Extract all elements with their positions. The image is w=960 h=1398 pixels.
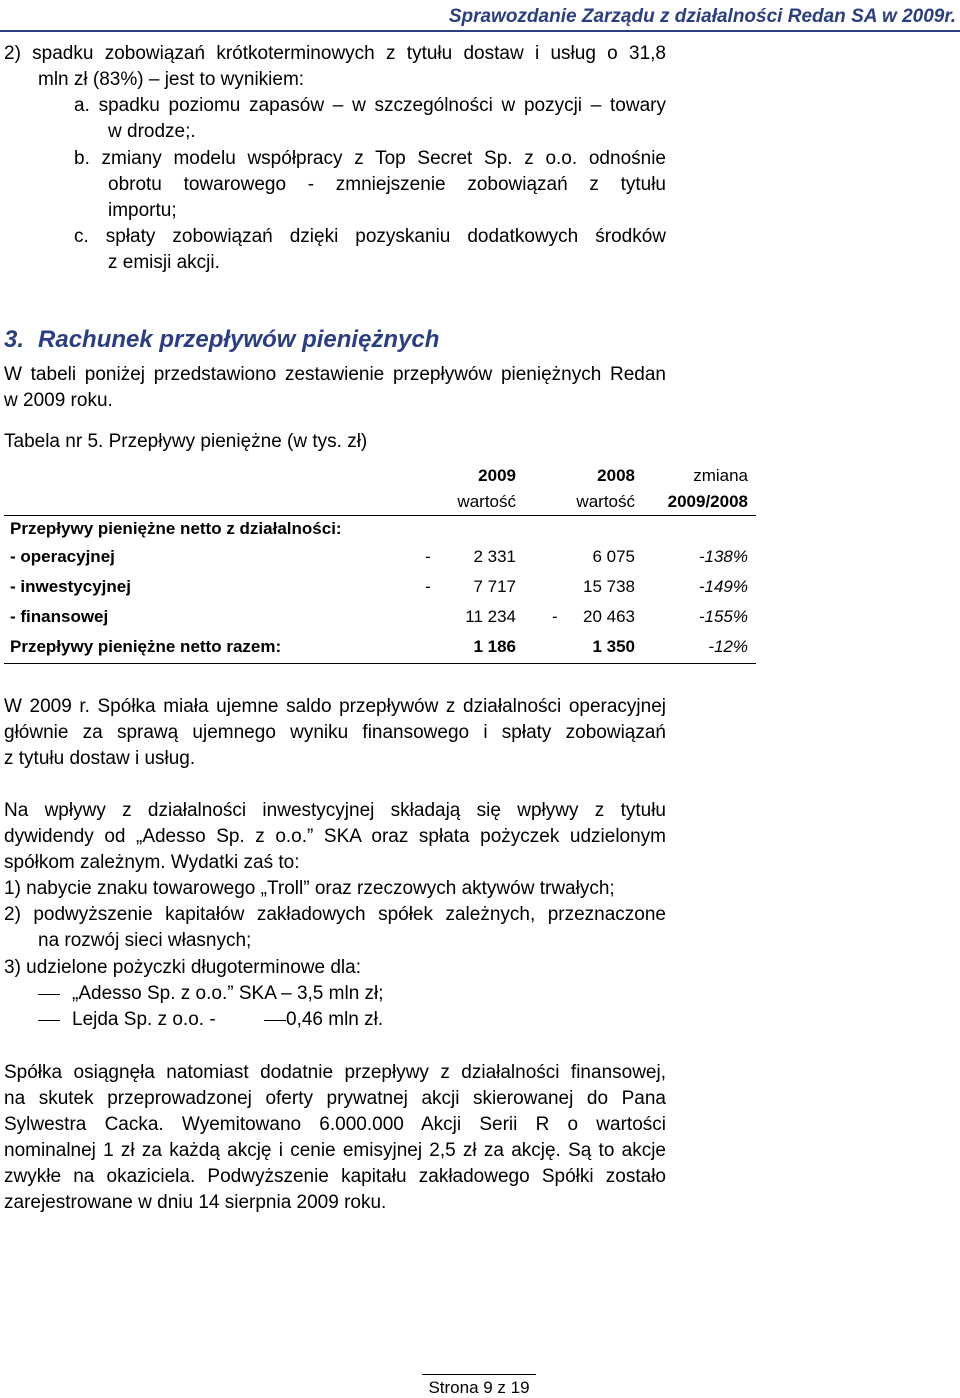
table-caption: Tabela nr 5. Przepływy pieniężne (w tys. zł) — [4, 431, 368, 452]
loan-item-lejda-amount: 0,46 mln zł. — [286, 1009, 384, 1030]
col-subheader-2008: wartość — [576, 492, 635, 511]
dash-bullet-icon — [38, 994, 60, 995]
paragraph-3-line3: Sylwestra Cacka. Wyemitowano 6.000.000 Akcji Serii R o wartości — [4, 1114, 666, 1135]
section-number: 3. — [4, 326, 25, 353]
sublist-c-line2: z emisji akcji. — [108, 252, 220, 273]
header-rule — [0, 30, 960, 32]
paragraph-1-line1: W 2009 r. Spółka miała ujemne saldo przepływów z działalności operacyjnej — [4, 696, 666, 717]
col-header-2009: 2009 — [478, 466, 516, 485]
footer-rule — [422, 1374, 536, 1375]
expense-item-1: 1) nabycie znaku towarowego „Troll” oraz rzeczowych aktywów trwałych; — [4, 878, 615, 899]
value-change: -149% — [698, 577, 748, 596]
section-heading — [4, 326, 439, 354]
col-subheader-change: 2009/2008 — [667, 492, 748, 511]
list-item-2-line1: 2) spadku zobowiązań krótkoterminowych z tytułu dostaw i usług o 31,8 — [4, 43, 666, 64]
value-2008: 20 463 — [583, 607, 635, 626]
value-2009: 7 717 — [473, 577, 516, 596]
running-header: Sprawozdanie Zarządu z działalności Redan SA w 2009r. — [448, 6, 956, 27]
paragraph-2-line1: Na wpływy z działalności inwestycyjnej składają się wpływy z tytułu — [4, 800, 666, 821]
value-2008: 6 075 — [592, 547, 635, 566]
table-group-row — [4, 517, 756, 541]
table-row — [4, 545, 756, 569]
paragraph-1-line3: z tytułu dostaw i usług. — [4, 748, 196, 769]
total-value-2009: 1 186 — [473, 637, 516, 656]
table-header-rule — [4, 515, 756, 516]
total-label: Przepływy pieniężne netto razem: — [10, 637, 282, 656]
group-label: Przepływy pieniężne netto z działalności: — [10, 519, 342, 538]
section-intro-line1: W tabeli poniżej przedstawiono zestawienie przepływów pieniężnych Redan — [4, 364, 666, 385]
table-bottom-rule — [4, 663, 756, 664]
table-header-row-1 — [4, 464, 756, 488]
row-label: - inwestycyjnej — [10, 577, 131, 596]
value-2009: 2 331 — [473, 547, 516, 566]
section-title: Rachunek przepływów pieniężnych — [38, 326, 440, 353]
col-header-2008: 2008 — [597, 466, 635, 485]
loan-item-adesso: „Adesso Sp. z o.o.” SKA – 3,5 mln zł; — [72, 983, 384, 1004]
list-item-2-line2: mln zł (83%) – jest to wynikiem: — [38, 69, 305, 90]
paragraph-2-line3: spółkom zależnym. Wydatki zaś to: — [4, 852, 300, 873]
paragraph-3-line5: zwykłe na okaziciela. Podwyższenie kapitału zakładowego Spółki zostało — [4, 1166, 666, 1187]
loan-item-lejda-name: Lejda Sp. z o.o. - — [72, 1009, 216, 1030]
sublist-a-line2: w drodze;. — [108, 121, 196, 142]
row-label: - finansowej — [10, 607, 109, 626]
table-row — [4, 605, 756, 629]
value-change: -155% — [698, 607, 748, 626]
table-header-row-2 — [4, 490, 756, 514]
value-2009: 11 234 — [465, 607, 516, 626]
sublist-c-line1: c. spłaty zobowiązań dzięki pozyskaniu dodatkowych środków — [74, 226, 666, 247]
dash-bullet-icon — [38, 1020, 60, 1021]
section-intro-line2: w 2009 roku. — [4, 390, 113, 411]
sign-2009: - — [425, 547, 431, 566]
col-header-change: zmiana — [693, 466, 748, 485]
sublist-a-line1: a. spadku poziomu zapasów – w szczególności w pozycji – towary — [74, 95, 666, 116]
value-2008: 15 738 — [583, 577, 635, 596]
expense-item-2-line1: 2) podwyższenie kapitałów zakładowych spółek zależnych, przeznaczone — [4, 904, 666, 925]
paragraph-3-line4: nominalnej 1 zł za każdą akcję i cenie emisyjnej 2,5 zł za akcję. Są to akcje — [4, 1140, 666, 1161]
paragraph-3-line1: Spółka osiągnęła natomiast dodatnie przepływy z działalności finansowej, — [4, 1062, 666, 1083]
col-subheader-2009: wartość — [457, 492, 516, 511]
sublist-b-line2: obrotu towarowego - zmniejszenie zobowiązań z tytułu — [108, 174, 666, 195]
sublist-b-line1: b. zmiany modelu współpracy z Top Secret Sp. z o.o. odnośnie — [74, 148, 666, 169]
row-label: - operacyjnej — [10, 547, 115, 566]
expense-item-2-line2: na rozwój sieci własnych; — [38, 930, 252, 951]
table-total-row — [4, 635, 756, 659]
sign-2009: - — [425, 577, 431, 596]
table-row — [4, 575, 756, 599]
sign-2008: - — [552, 607, 558, 626]
total-value-change: -12% — [708, 637, 748, 656]
dash-separator-icon — [264, 1020, 286, 1021]
sublist-b-line3: importu; — [108, 200, 177, 221]
paragraph-1-line2: głównie za sprawą ujemnego wyniku finansowego i spłaty zobowiązań — [4, 722, 666, 743]
paragraph-3-line6: zarejestrowane w dniu 14 sierpnia 2009 roku. — [4, 1192, 387, 1213]
total-value-2008: 1 350 — [592, 637, 635, 656]
paragraph-3-line2: na skutek przeprowadzonej oferty prywatnej akcji skierowanej do Pana — [4, 1088, 666, 1109]
value-change: -138% — [698, 547, 748, 566]
paragraph-2-line2: dywidendy od „Adesso Sp. z o.o.” SKA oraz spłata pożyczek udzielonym — [4, 826, 666, 847]
page-number: Strona 9 z 19 — [428, 1378, 530, 1397]
expense-item-3: 3) udzielone pożyczki długoterminowe dla: — [4, 957, 361, 978]
